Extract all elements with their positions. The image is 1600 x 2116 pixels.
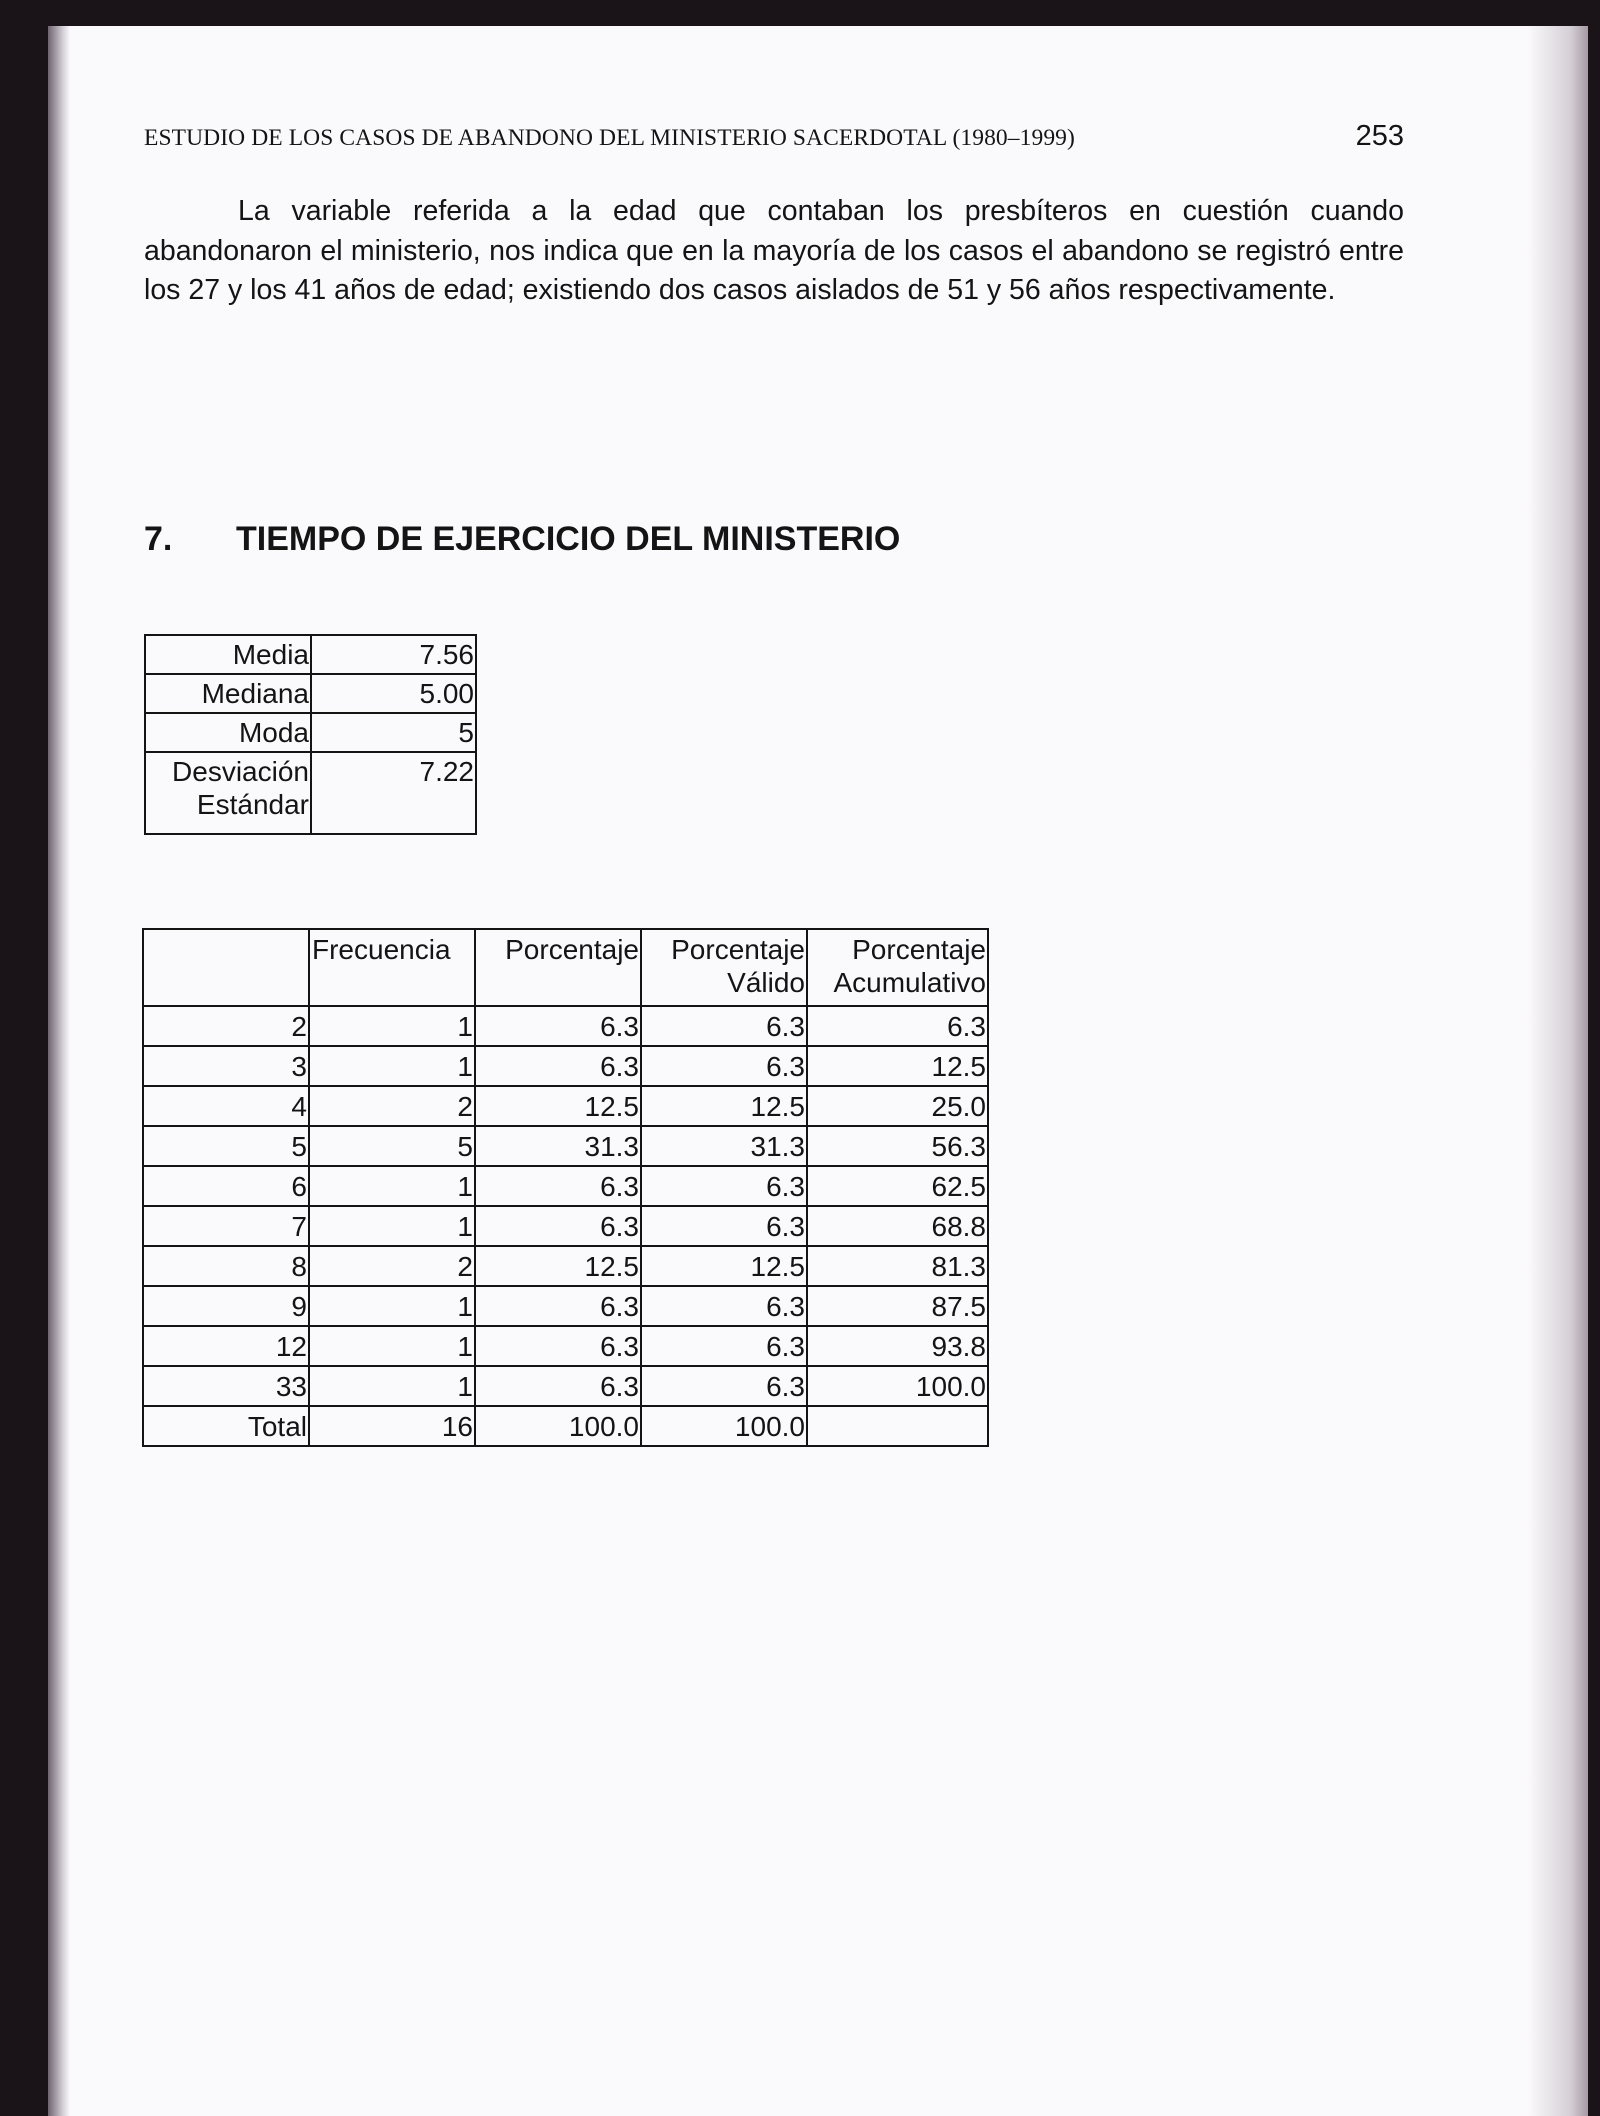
table-row <box>143 1286 988 1326</box>
table-cell: 6 <box>143 1166 309 1206</box>
column-header <box>143 929 309 1006</box>
table-cell: 6.3 <box>475 1366 641 1406</box>
table-cell <box>807 1406 988 1446</box>
table-cell: 6.3 <box>807 1006 988 1046</box>
table-cell: 6.3 <box>641 1166 807 1206</box>
stat-value: 7.56 <box>311 635 476 674</box>
table-cell: 12.5 <box>641 1246 807 1286</box>
table-cell: 1 <box>309 1286 475 1326</box>
table-cell: 8 <box>143 1246 309 1286</box>
table-cell: 6.3 <box>475 1166 641 1206</box>
table-cell: 6.3 <box>641 1326 807 1366</box>
table-cell: 6.3 <box>475 1006 641 1046</box>
table-cell: 100.0 <box>807 1366 988 1406</box>
table-cell: 100.0 <box>641 1406 807 1446</box>
running-header-title: ESTUDIO DE LOS CASOS DE ABANDONO DEL MINISTERIO SACERDOTAL (1980–1999) <box>144 125 1075 151</box>
book-spine-shadow <box>48 26 70 2116</box>
table-cell: 2 <box>309 1246 475 1286</box>
table-cell: 5 <box>143 1126 309 1166</box>
table-cell: Total <box>143 1406 309 1446</box>
column-header: Porcentaje Válido <box>641 929 807 1006</box>
table-row <box>143 1206 988 1246</box>
frequency-table <box>142 928 989 1447</box>
table-cell: 6.3 <box>641 1366 807 1406</box>
table-cell: 6.3 <box>641 1206 807 1246</box>
table-cell: 4 <box>143 1086 309 1126</box>
body-paragraph: La variable referida a la edad que contaban los presbíteros en cuestión cuando abandonaron el ministerio, nos indica que en la mayoría de los casos el abandono se registró entre los 27 y los 41 años de edad; existiendo dos casos aislados de 51 y 56 años respectivamente. <box>144 195 1404 306</box>
table-cell: 12.5 <box>475 1086 641 1126</box>
table-cell: 1 <box>309 1366 475 1406</box>
table-cell: 9 <box>143 1286 309 1326</box>
table-row <box>143 1006 988 1046</box>
page-number: 253 <box>1355 120 1404 152</box>
column-header: Porcentaje <box>475 929 641 1006</box>
column-header: Frecuencia <box>309 929 475 1006</box>
table-cell: 1 <box>309 1326 475 1366</box>
section-title: TIEMPO DE EJERCICIO DEL MINISTERIO <box>236 520 901 558</box>
table-cell: 12.5 <box>807 1046 988 1086</box>
table-cell: 6.3 <box>475 1286 641 1326</box>
table-cell: 6.3 <box>475 1326 641 1366</box>
table-cell: 6.3 <box>641 1006 807 1046</box>
table-cell: 1 <box>309 1046 475 1086</box>
summary-statistics-table <box>144 634 477 835</box>
table-cell: 12 <box>143 1326 309 1366</box>
stat-label: Moda <box>145 713 311 752</box>
table-row <box>143 1166 988 1206</box>
table-cell: 6.3 <box>475 1046 641 1086</box>
table-row <box>143 1246 988 1286</box>
table-cell: 12.5 <box>475 1246 641 1286</box>
table-cell: 100.0 <box>475 1406 641 1446</box>
table-header-row <box>143 929 988 1006</box>
table-cell: 81.3 <box>807 1246 988 1286</box>
table-cell: 25.0 <box>807 1086 988 1126</box>
running-header <box>144 120 1404 153</box>
table-row <box>143 1086 988 1126</box>
table-cell: 5 <box>309 1126 475 1166</box>
table-row <box>143 1046 988 1086</box>
stat-value: 7.22 <box>311 752 476 834</box>
table-cell: 31.3 <box>641 1126 807 1166</box>
table-cell: 62.5 <box>807 1166 988 1206</box>
table-cell: 6.3 <box>641 1286 807 1326</box>
table-cell: 93.8 <box>807 1326 988 1366</box>
table-cell: 12.5 <box>641 1086 807 1126</box>
table-row <box>145 752 476 834</box>
table-row <box>143 1366 988 1406</box>
stat-label: Media <box>145 635 311 674</box>
table-row <box>145 713 476 752</box>
table-row <box>145 674 476 713</box>
page-edge-shadow <box>1528 26 1588 2116</box>
table-cell: 1 <box>309 1166 475 1206</box>
stat-label: Desviación Estándar <box>145 752 311 834</box>
table-cell: 31.3 <box>475 1126 641 1166</box>
table-cell: 2 <box>309 1086 475 1126</box>
table-cell: 6.3 <box>641 1046 807 1086</box>
table-cell: 56.3 <box>807 1126 988 1166</box>
section-number: 7. <box>144 520 173 558</box>
table-cell: 2 <box>143 1006 309 1046</box>
table-cell: 87.5 <box>807 1286 988 1326</box>
table-cell: 33 <box>143 1366 309 1406</box>
table-cell: 1 <box>309 1206 475 1246</box>
stat-value: 5.00 <box>311 674 476 713</box>
stat-label: Mediana <box>145 674 311 713</box>
table-row <box>145 635 476 674</box>
table-cell: 6.3 <box>475 1206 641 1246</box>
table-cell: 3 <box>143 1046 309 1086</box>
stat-value: 5 <box>311 713 476 752</box>
table-cell: 68.8 <box>807 1206 988 1246</box>
section-heading <box>144 520 900 559</box>
table-total-row <box>143 1406 988 1446</box>
table-row <box>143 1126 988 1166</box>
column-header: Porcentaje Acumulativo <box>807 929 988 1006</box>
table-cell: 7 <box>143 1206 309 1246</box>
table-row <box>143 1326 988 1366</box>
table-cell: 1 <box>309 1006 475 1046</box>
table-cell: 16 <box>309 1406 475 1446</box>
